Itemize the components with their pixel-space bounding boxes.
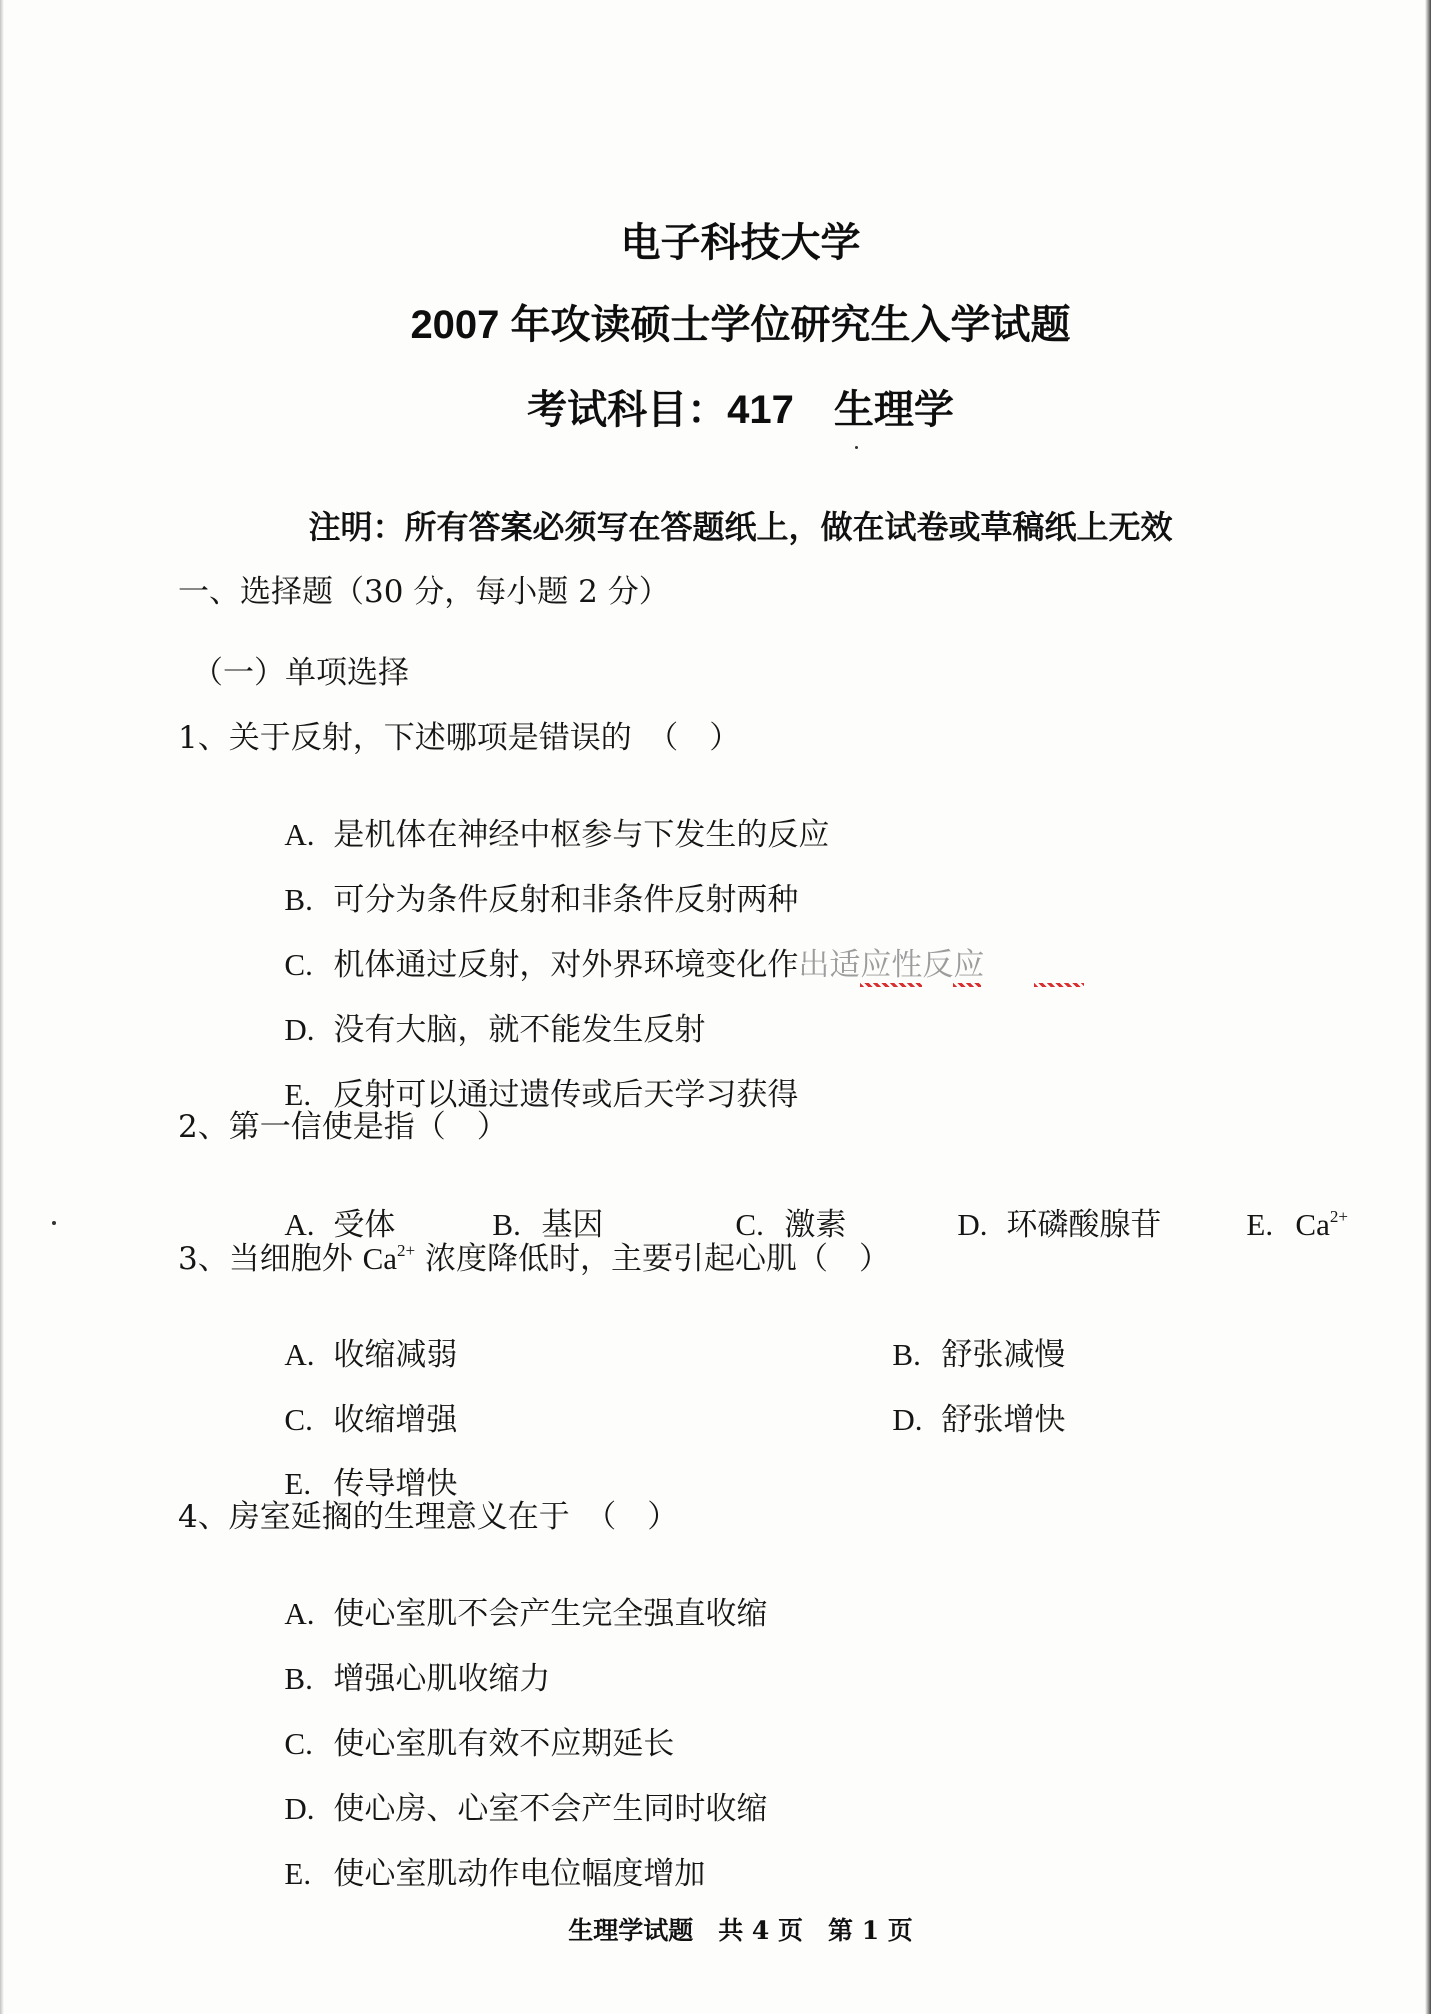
exam-subject: 考试科目：417 生理学	[527, 388, 954, 432]
exam-title: 2007 年攻读硕士学位研究生入学试题	[410, 303, 1071, 347]
option-text: 传导增快	[333, 1466, 458, 1502]
option-label: C.	[284, 1402, 313, 1437]
stem-superscript: 2+	[397, 1241, 416, 1261]
option-text: 使心室肌动作电位幅度增加	[333, 1856, 706, 1892]
option-label: E.	[284, 1856, 312, 1891]
option-label: A.	[284, 1207, 315, 1242]
spellcheck-mark	[860, 983, 922, 987]
overlay-text-wrap	[798, 947, 985, 983]
stem-ion: Ca	[362, 1241, 398, 1276]
question-3-option-d	[853, 1373, 1065, 1467]
option-text: 机体通过反射，对外界环境变化作	[333, 947, 799, 983]
option-label: E.	[1246, 1207, 1274, 1242]
option-label: B.	[284, 1661, 313, 1696]
option-text: 收缩减弱	[333, 1337, 458, 1373]
option-label: C.	[735, 1207, 764, 1242]
option-text: 没有大脑，就不能发生反射	[333, 1012, 706, 1048]
option-text: 使心室肌不会产生完全强直收缩	[333, 1596, 768, 1632]
page-footer: 生理学试题 共 4 页 第 1 页	[568, 1916, 913, 1945]
option-text: 舒张增快	[941, 1402, 1066, 1438]
option-text: 使心室肌有效不应期延长	[333, 1726, 675, 1762]
option-label: B.	[284, 882, 313, 917]
option-text-overlay: 出适应性反应	[798, 947, 985, 983]
question-2-stem: 2、第一信使是指（ ）	[178, 1109, 508, 1145]
option-text: 增强心肌收缩力	[333, 1661, 551, 1697]
option-text: 反射可以通过遗传或后天学习获得	[333, 1077, 799, 1113]
scan-speck	[855, 446, 858, 449]
university-title: 电子科技大学	[620, 221, 861, 265]
option-label: D.	[957, 1207, 988, 1242]
option-text: 可分为条件反射和非条件反射两种	[333, 882, 799, 918]
option-label: D.	[284, 1791, 315, 1826]
option-text: 使心房、心室不会产生同时收缩	[333, 1791, 768, 1827]
option-label: D.	[892, 1402, 923, 1437]
question-1-stem: 1、关于反射，下述哪项是错误的 （ ）	[178, 720, 741, 756]
option-label: B.	[492, 1207, 521, 1242]
option-label: A.	[284, 1337, 315, 1372]
spellcheck-mark	[1034, 983, 1084, 987]
exam-note: 注明：所有答案必须写在答题纸上，做在试卷或草稿纸上无效	[308, 508, 1173, 546]
option-text: 基因	[541, 1207, 604, 1243]
section-title: 一、选择题（30 分，每小题 2 分）	[178, 574, 670, 610]
option-text: 受体	[333, 1207, 396, 1243]
option-text: 激素	[784, 1207, 847, 1243]
subsection-title: （一）单项选择	[192, 655, 409, 691]
scan-speck	[52, 1221, 56, 1225]
question-4-stem: 4、房室延搁的生理意义在于 （ ）	[178, 1499, 679, 1535]
question-2-option-e	[1207, 1178, 1348, 1272]
question-4-option-e	[245, 1827, 705, 1921]
option-label: A.	[284, 817, 315, 852]
question-3-stem	[178, 1243, 890, 1275]
option-text: 舒张减慢	[941, 1337, 1066, 1373]
option-label: D.	[284, 1012, 315, 1047]
option-text: 是机体在神经中枢参与下发生的反应	[333, 817, 830, 853]
scan-edge-left	[0, 0, 4, 2014]
option-text: 环磷酸腺苷	[1006, 1207, 1162, 1243]
option-text: 收缩增强	[333, 1402, 458, 1438]
scan-edge-right	[1425, 0, 1431, 2014]
option-label: B.	[892, 1337, 921, 1372]
spellcheck-mark	[953, 983, 981, 987]
option-label: C.	[284, 1726, 313, 1761]
option-label: C.	[284, 947, 313, 982]
option-label: E.	[284, 1466, 312, 1501]
stem-after: 浓度降低时，主要引起心肌（ ）	[415, 1241, 890, 1277]
option-text: Ca	[1295, 1207, 1330, 1242]
option-label: E.	[284, 1077, 312, 1112]
option-label: A.	[284, 1596, 315, 1631]
option-superscript: 2+	[1329, 1207, 1348, 1227]
stem-before: 3、当细胞外	[178, 1241, 363, 1277]
question-2-option-d	[918, 1178, 1161, 1272]
